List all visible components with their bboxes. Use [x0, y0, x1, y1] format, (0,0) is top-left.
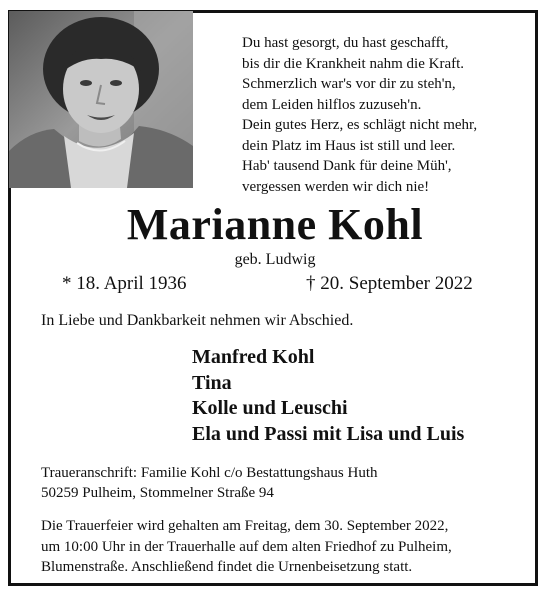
- portrait-photo: [9, 11, 193, 188]
- funeral-service-info: [41, 516, 452, 578]
- poem: [242, 33, 532, 197]
- poem-line: vergessen werden wir dich nie!: [242, 178, 430, 195]
- poem-line: Hab' tausend Dank für deine Müh',: [242, 158, 452, 174]
- maiden-name: geb. Ludwig: [234, 251, 316, 268]
- poem-line: Du hast gesorgt, du hast geschafft,: [242, 35, 449, 51]
- poem-line: dein Platz im Haus ist still und leer.: [242, 137, 456, 154]
- mourners-list: [192, 345, 464, 447]
- mourner-name: Ela und Passi mit Lisa und Luis: [192, 422, 465, 445]
- poem-line: Schmerzlich war's vor dir zu steh'n,: [242, 76, 456, 92]
- poem-line: bis dir die Krankheit nahm die Kraft.: [242, 55, 465, 72]
- death-date: † 20. September 2022: [306, 273, 473, 294]
- service-line: um 10:00 Uhr in der Trauerhalle auf dem alten Friedhof zu Pulheim,: [41, 538, 452, 555]
- deceased-name: Marianne Kohl: [126, 200, 424, 249]
- mourner-name: Tina: [192, 371, 232, 394]
- mourner-name: Manfred Kohl: [192, 346, 315, 368]
- service-line: Die Trauerfeier wird gehalten am Freitag, dem 30. September 2022,: [41, 518, 449, 534]
- service-line: Blumenstraße. Anschließend findet die Urnenbeisetzung statt.: [41, 559, 413, 575]
- poem-line: Dein gutes Herz, es schlägt nicht mehr,: [242, 117, 478, 133]
- address-line: 50259 Pulheim, Stommelner Straße 94: [41, 485, 274, 501]
- mourner-name: Kolle und Leuschi: [192, 397, 348, 419]
- address-line: Traueranschrift: Familie Kohl c/o Bestattungshaus Huth: [41, 465, 378, 481]
- mourning-address: [41, 463, 377, 503]
- birth-date: * 18. April 1936: [62, 273, 187, 294]
- farewell-intro: In Liebe und Dankbarkeit nehmen wir Abschied.: [41, 312, 354, 329]
- poem-line: dem Leiden hilflos zuzuseh'n.: [242, 96, 422, 113]
